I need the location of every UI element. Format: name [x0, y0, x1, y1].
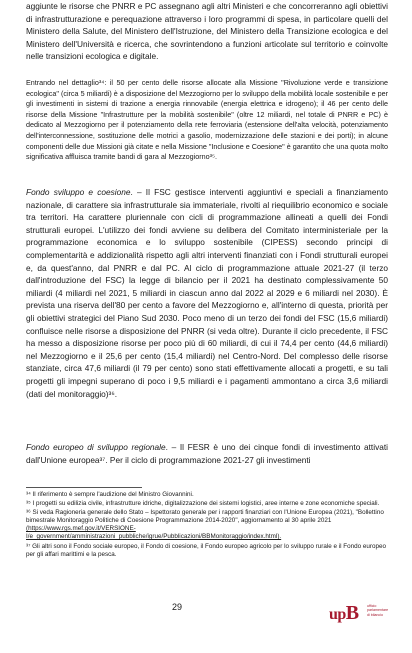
upb-logo [329, 602, 389, 622]
footnote-36-text: ³⁶ Si veda Ragioneria generale dello Stato – Ispettorato generale per i rapporti finanziari con l'Unione Europea (2021), "Bollettino bimestrale Monitoraggio Politiche di Coesione Programmazione 2014-2020", aggiornamento al 30 aprile 2021 [26, 509, 384, 525]
footnote-divider [26, 487, 142, 488]
footnote-37: ³⁷ Gli altri sono il Fondo sociale europeo, il Fondo di coesione, il Fondo europeo agricolo per lo sviluppo rurale e il Fondo europeo per gli affari marittimi e la pesca. [26, 542, 387, 558]
page-number: 29 [171, 602, 182, 612]
logo-wordmark: upB [329, 602, 359, 624]
footnote-35: ³⁵ I progetti su edilizia civile, infrastrutture idriche, digitalizzazione dei sistemi logistici, aree interne e zone economiche speciali. [26, 500, 380, 508]
fesr-title: Fondo europeo di sviluppo regionale [26, 442, 166, 452]
paragraph-intro: aggiunte le risorse che PNRR e PC assegnano agli altri Ministeri e che concorreranno agli obiettivi di infrastrutturazione e perequazione attraverso i loro programmi di spesa, in particolare quelli del Ministero della Salute, del Ministero dell'Istruzione, del Ministero della Transizione ecologica e del Ministero dell'Università e ricerca, che sovrintendono a funzioni articolate sul territorio e coinvolte nelle transizioni ecologica e digitale. [26, 1, 388, 62]
footnote-34: ³⁴ Il riferimento è sempre l'audizione del Ministro Giovannini. [26, 491, 194, 498]
footnote-36 [26, 509, 388, 541]
footnotes [26, 491, 388, 560]
paragraph-fesr [26, 441, 388, 466]
fsc-title: Fondo sviluppo e coesione [26, 187, 131, 197]
logo-subtitle: ufficio parlamentare di bilancio [367, 604, 389, 617]
footnote-36-link[interactable]: (https://www.rgs.mef.gov.it/VERSIONE-I/e_government/amministrazioni_pubbliche/igrue/Pubblicazioni/BBMonitoraggio/index.html). [26, 525, 282, 541]
fsc-body: . – Il FSC gestisce interventi aggiuntivi e speciali a finanziamento nazionale, di carattere sia infrastrutturale sia immateriale, rivolti al riequilibrio economico e sociale tra territori. Ha carattere pluriennale con cicli di programmazione allineati a quelli dei Fondi strutturali europei. L'utilizzo dei fondi avviene su delibera del Comitato interministeriale per la programmazione economica e lo sviluppo sostenibile (CIPESS) secondo principi di complementarità e addizionalità rispetto agli altri interventi finanziati con i Fondi strutturali europei e, da quest'anno, dal PNRR e dal PC. Al ciclo di programmazione attuale 2021-27 (il terzo dall'introduzione del FSC) la legge di bilancio per il 2021 ha destinato complessivamente 50 miliardi (4 miliardi nel 2021, 5 miliardi in ciascun anno dal 2022 al 2029 e 6 miliardi nel 2030). È prevista una riserva dell'80 per cento a favore del Mezzogiorno e, all'interno di questa, priorità per gli obiettivi strategici del Piano Sud 2030. Poco meno di un terzo dei fondi del FSC (15,6 miliardi) confluisce nelle risorse a disposizione del PNRR (si veda oltre). Durante il ciclo precedente, il FSC ha messo a disposizione risorse per poco più di 60 miliardi, di cui il 74,4 per cento (44,6 miliardi) nel Mezzogiorno e il 25,6 per cento (15,4 miliardi) nel Centro-Nord. Del complesso delle risorse stanziate, circa 47,6 miliardi (il 79 per cento) sono stati effettivamente allocati a progetti, e su tali progetti gli impegni superano di poco i 9,5 miliardi e i pagamenti ammontano a circa 3,6 miliardi (dati del monitoraggio)³⁶. [26, 187, 388, 399]
paragraph-fsc [26, 186, 388, 400]
fesr-body: . – Il FESR è uno dei cinque fondi di investimento attivati dall'Unione europea³⁷. Per il ciclo di programmazione 2021-27 gli investimenti [26, 442, 388, 465]
paragraph-detail: Entrando nel dettaglio³⁴: il 50 per cento delle risorse allocate alla Missione "Rivoluzione verde e transizione ecologica" (circa 5 miliardi) è a disposizione del Mezzogiorno per lo sviluppo della mobilità locale sostenibile e per gli investimenti in sistemi di trazione a energia rinnovabile (energia elettrica e idrogeno); il 46 per cento delle risorse della Missione "Infrastrutture per la mobilità sostenibile" (oltre 12 miliardi, nel totale di PNRR e PC) è dedicato al Mezzogiorno per il potenziamento della rete ferroviaria (estensione dell'alta velocità, potenziamento dell'interconnessione, sostituzione delle motrici a gasolio, modernizzazione delle stazioni e dei porti); in alcune componenti delle due Missioni già citate e nella Missione "Inclusione e Coesione" è garantito che una quota molto significativa affluisca tramite bandi di gara al Mezzogiorno³⁵. [26, 78, 388, 162]
